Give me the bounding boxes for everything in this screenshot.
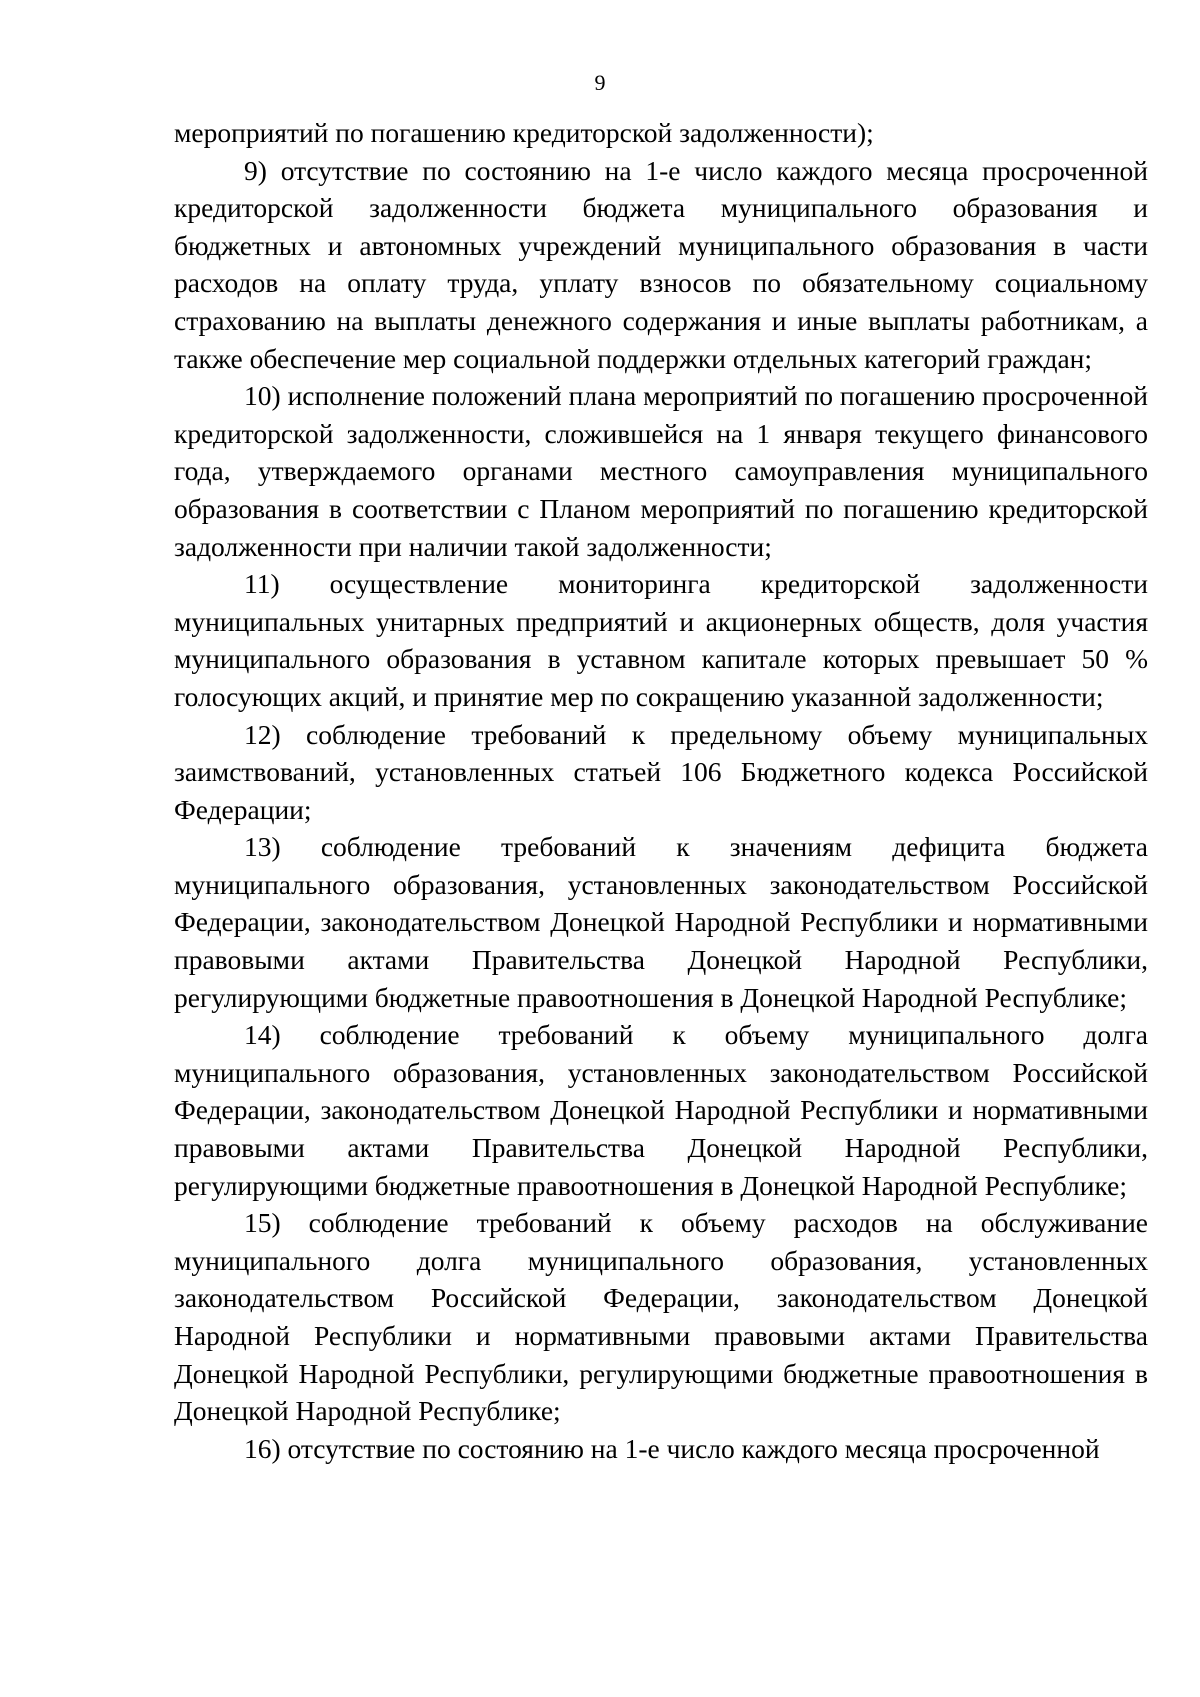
paragraph-item-15: 15) соблюдение требований к объему расходов на обслуживание муниципального долга муниципального образования, установленных законодательством Российской Федерации, законодательством Донецкой Народной Республики и нормативными правовыми актами Правительства Донецкой Народной Республики, регулирующими бюджетные правоотношения в Донецкой Народной Республике; — [174, 1207, 1148, 1427]
paragraph-continuation: мероприятий по погашению кредиторской задолженности); — [174, 117, 874, 148]
paragraph-item-12: 12) соблюдение требований к предельному объему муниципальных заимствований, установленных статьей 106 Бюджетного кодекса Российской Федерации; — [174, 718, 1148, 825]
paragraph-item-10: 10) исполнение положений плана мероприятий по погашению просроченной кредиторской задолженности, сложившейся на 1 января текущего финансового года, утверждаемого органами местного самоуправления муниципального образования в соответствии с Планом мероприятий по погашению кредиторской задолженности при наличии такой задолженности; — [174, 380, 1148, 562]
paragraph-item-11: 11) осуществление мониторинга кредиторской задолженности муниципальных унитарных предприятий и акционерных обществ, доля участия муниципального образования в уставном капитале которых превышает 50 % голосующих акций, и принятие мер по сокращению указанной задолженности; — [174, 568, 1148, 712]
paragraph-item-13: 13) соблюдение требований к значениям дефицита бюджета муниципального образования, установленных законодательством Российской Федерации, законодательством Донецкой Народной Республики и нормативными правовыми актами Правительства Донецкой Народной Республики, регулирующими бюджетные правоотношения в Донецкой Народной Республике; — [174, 831, 1148, 1013]
page-number: 9 — [594, 70, 606, 95]
paragraph-item-9: 9) отсутствие по состоянию на 1-е число каждого месяца просроченной кредиторской задолженности бюджета муниципального образования и бюджетных и автономных учреждений муниципального образования в части расходов на оплату труда, уплату взносов по обязательному социальному страхованию на выплаты денежного содержания и иные выплаты работникам, а также обеспечение мер социальной поддержки отдельных категорий граждан; — [174, 154, 1148, 374]
paragraph-item-16: 16) отсутствие по состоянию на 1-е число каждого месяца просроченной — [244, 1432, 1100, 1464]
paragraph-item-14: 14) соблюдение требований к объему муниципального долга муниципального образования, установленных законодательством Российской Федерации, законодательством Донецкой Народной Республики и нормативными правовыми актами Правительства Донецкой Народной Республики, регулирующими бюджетные правоотношения в Донецкой Народной Республике; — [174, 1019, 1148, 1201]
document-body — [174, 114, 1148, 1467]
